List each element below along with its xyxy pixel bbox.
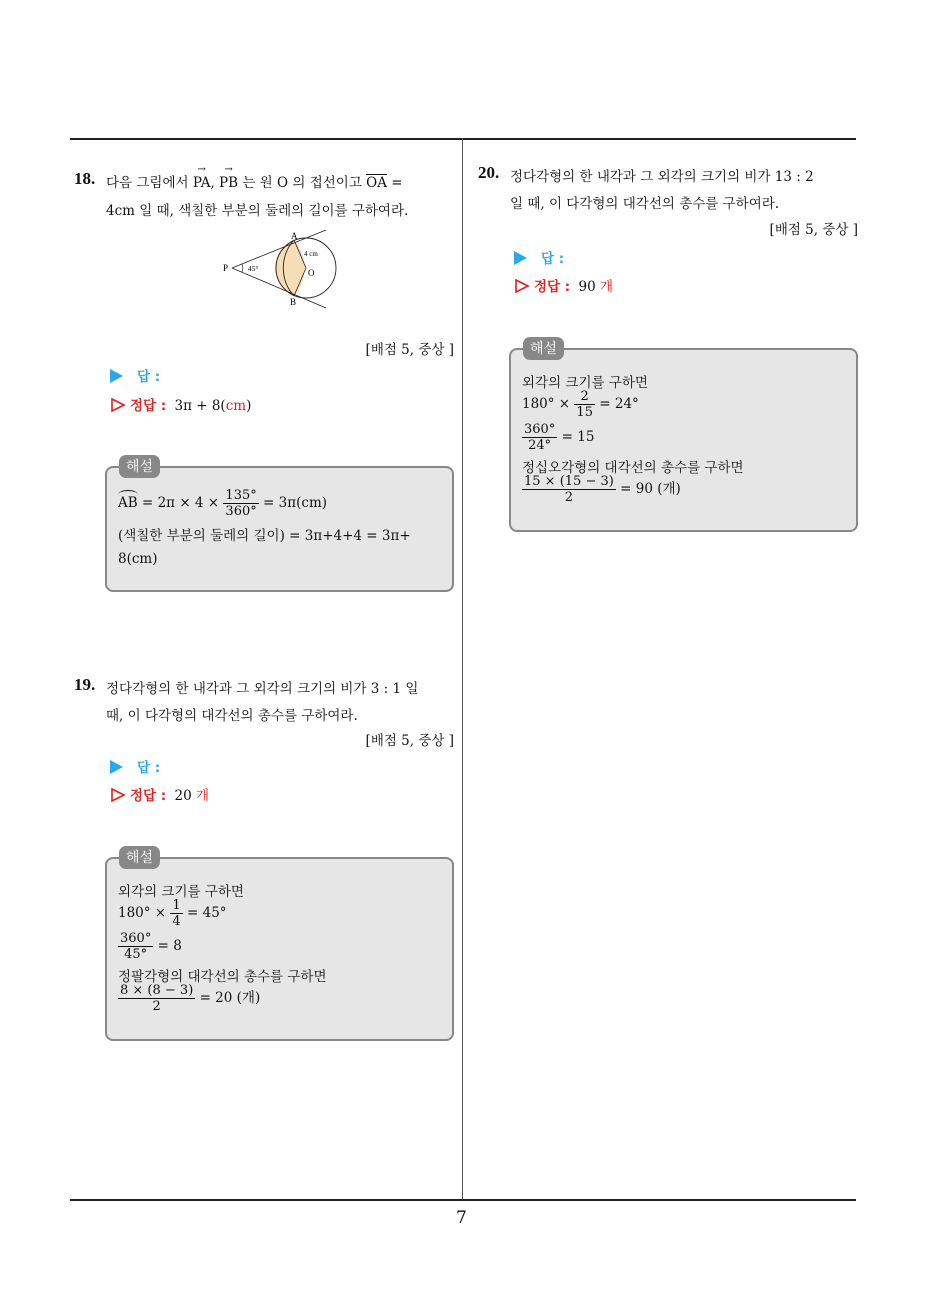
q19-sol-line-1: 외각의 크기를 구하면 — [118, 884, 244, 900]
sol-frac — [118, 931, 153, 962]
label-p: P — [223, 263, 229, 273]
q19-score: [배점 5, 중상 ] — [365, 733, 454, 749]
sol-frac — [118, 983, 195, 1014]
correct-label: 정답 : — [534, 279, 571, 295]
shaded-region — [275, 240, 305, 296]
label-a: A — [291, 231, 298, 241]
q18-segment-oa: OA — [366, 175, 387, 191]
outline-triangle-icon — [110, 787, 126, 807]
sol-frac — [522, 474, 616, 505]
frac-numerator: 8 × (8 − 3) — [120, 983, 194, 998]
q20-answer-unit: 개 — [599, 279, 614, 295]
label-angle: 45° — [248, 264, 259, 273]
q19-sol-line-3 — [118, 931, 182, 962]
q18-sol-arc: AB — [118, 495, 138, 511]
q18-sol-line-2: (색칠한 부분의 둘레의 길이) = 3π+4+4 = 3π+ — [118, 528, 411, 544]
label-o: O — [308, 268, 315, 278]
q20-score: [배점 5, 중상 ] — [769, 222, 858, 238]
q18-sol-line-1 — [118, 488, 327, 519]
q19-correct-row — [110, 784, 209, 807]
q19-sol-line-2 — [118, 898, 227, 929]
q19-sol-line-4: 정팔각형의 대각선의 총수를 구하면 — [118, 969, 327, 985]
q18-solution-tag: 해설 — [119, 455, 160, 478]
filled-triangle-icon — [514, 251, 527, 265]
q18-sol-eq2: = 3π(cm) — [263, 495, 328, 511]
q20-line-2: 일 때, 이 다각형의 대각선의 총수를 구하여라. — [510, 196, 780, 212]
q20-sol-line-4: 정십오각형의 대각선의 총수를 구하면 — [522, 460, 744, 476]
q20-number: 20. — [478, 163, 500, 182]
q20-sol-line-5 — [522, 474, 681, 505]
q18-vector-pb: → PB — [219, 175, 238, 191]
q20-answer-row — [514, 247, 564, 267]
frac-numerator: 360° — [524, 422, 556, 437]
label-length: 4 cm — [304, 250, 318, 258]
sol-frac — [522, 422, 557, 453]
sol-text: = 45° — [187, 905, 227, 921]
sol-text: = 8 — [157, 938, 182, 954]
frac-denominator: 360° — [225, 504, 257, 519]
q20-line-1: 정다각형의 한 내각과 그 외각의 크기의 비가 13 : 2 — [510, 169, 814, 185]
frac-denominator: 24° — [528, 438, 552, 453]
sol-text: 180° × — [118, 905, 167, 921]
frac-numerator: 1 — [172, 898, 181, 913]
frac-numerator: 360° — [120, 931, 152, 946]
answer-label: 답 : — [137, 369, 161, 385]
q20-solution-tag: 해설 — [523, 337, 564, 360]
q18-number: 18. — [74, 169, 96, 188]
frac-numerator: 2 — [574, 389, 595, 405]
q18-text-2: 는 원 O 의 접선이고 — [242, 175, 362, 191]
q20-answer-value: 90 — [578, 279, 596, 295]
filled-triangle-icon — [110, 760, 123, 774]
q19-answer-value: 20 — [174, 788, 192, 804]
q18-answer-close: ) — [246, 398, 252, 414]
q18-text-3: = — [391, 175, 403, 191]
answer-label: 답 : — [137, 760, 161, 776]
sol-text: = 20 (개) — [199, 990, 261, 1006]
bottom-rule — [70, 1199, 856, 1201]
q18-correct-row — [110, 394, 251, 417]
q20-sol-line-1: 외각의 크기를 구하면 — [522, 375, 648, 391]
q19-number: 19. — [74, 675, 96, 694]
answer-label: 답 : — [541, 251, 565, 267]
q18-line-2: 4cm 일 때, 색칠한 부분의 둘레의 길이를 구하여라. — [106, 203, 409, 219]
q18-line-1: 다음 그림에서 → PA, → PB 는 원 O 의 접선이고 OA = — [106, 171, 403, 191]
sol-frac — [170, 898, 182, 929]
q19-answer-unit: 개 — [195, 788, 210, 804]
q20-sol-line-2 — [522, 389, 639, 420]
sol-text: = 15 — [561, 429, 595, 445]
q19-solution-tag: 해설 — [119, 846, 160, 869]
frac-numerator: 15 × (15 − 3) — [524, 474, 614, 489]
frac-denominator: 15 — [576, 405, 593, 420]
sol-text: = 24° — [599, 396, 639, 412]
q18-score: [배점 5, 중상 ] — [365, 342, 454, 358]
q18-vector-pa: → PA — [193, 175, 211, 191]
outline-triangle-icon — [514, 278, 530, 298]
q19-line-1: 정다각형의 한 내각과 그 외각의 크기의 비가 3 : 1 일 — [106, 681, 419, 697]
q20-sol-line-3 — [522, 422, 594, 453]
label-b: B — [290, 297, 297, 307]
sol-text: = 90 (개) — [620, 481, 681, 497]
frac-denominator: 2 — [152, 999, 161, 1014]
q20-correct-row — [514, 275, 613, 298]
q19-line-2: 때, 이 다각형의 대각선의 총수를 구하여라. — [106, 708, 358, 724]
top-rule — [70, 138, 856, 140]
q18-answer-row — [110, 365, 160, 385]
column-divider — [462, 138, 463, 1200]
page-number: 7 — [456, 1208, 467, 1228]
frac-numerator: 135° — [225, 488, 257, 503]
q19-sol-line-5 — [118, 983, 260, 1014]
frac-denominator: 4 — [172, 914, 181, 929]
q18-text-1: 다음 그림에서 — [106, 175, 189, 191]
frac-denominator: 45° — [124, 947, 148, 962]
sol-frac — [574, 389, 595, 420]
frac-denominator: 2 — [564, 490, 574, 505]
q18-answer-main: 3π + 8( — [174, 398, 226, 414]
correct-label: 정답 : — [130, 788, 167, 804]
q18-figure — [220, 230, 350, 312]
correct-label: 정답 : — [130, 398, 167, 414]
filled-triangle-icon — [110, 369, 123, 383]
q18-sol-frac — [223, 488, 258, 519]
q18-sol-line-3: 8(cm) — [118, 551, 158, 567]
sol-text: 180° × — [522, 396, 571, 412]
outline-triangle-icon — [110, 397, 126, 417]
q18-answer-unit: cm — [225, 398, 247, 414]
q19-answer-row — [110, 756, 160, 776]
q18-sol-eq1: = 2π × 4 × — [141, 495, 220, 511]
angle-mark — [242, 264, 243, 272]
